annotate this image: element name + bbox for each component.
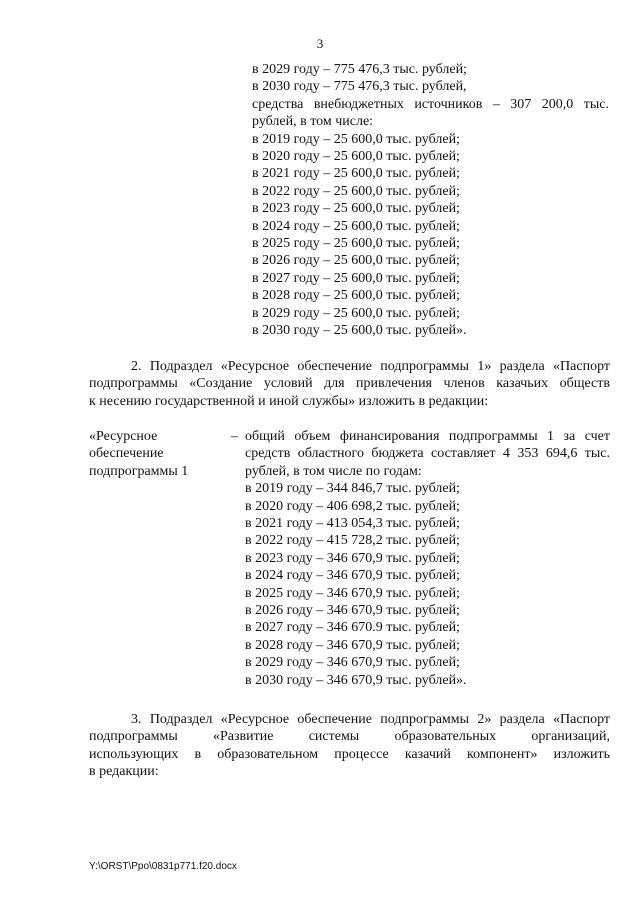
text-line: в 2019 году – 25 600,0 тыс. рублей; (252, 131, 460, 147)
text-line: общий объем финансирования подпрограммы 1 за счет (245, 429, 610, 444)
text-line: рублей, в том числе по годам: (245, 463, 422, 479)
text-line: в 2029 году – 25 600,0 тыс. рублей; (252, 305, 460, 321)
text-line: в 2023 году – 25 600,0 тыс. рублей; (252, 201, 460, 217)
text-line: в 2022 году – 25 600,0 тыс. рублей; (252, 183, 460, 199)
text-line: в 2022 году – 415 728,2 тыс. рублей; (245, 533, 460, 549)
text-line: в 2030 году – 346 670,9 тыс. рублей». (245, 672, 467, 688)
text-line: в 2026 году – 25 600,0 тыс. рублей; (252, 253, 460, 269)
section-label (89, 428, 188, 480)
text-line: в 2028 году – 346 670,9 тыс. рублей; (245, 637, 460, 653)
label-dash: – (231, 429, 238, 444)
text-line: использующих в образовательном процессе казачий компонент» изложить (89, 746, 610, 762)
text-line: к несению государственной и иной службы» изложить в редакции: (89, 393, 489, 409)
text-line: в 2028 году – 25 600,0 тыс. рублей; (252, 288, 460, 304)
text-line: в редакции: (89, 764, 159, 780)
text-line: в 2024 году – 25 600,0 тыс. рублей; (252, 218, 460, 234)
paragraph-2 (89, 358, 610, 410)
text-line: средства внебюджетных источников – 307 200,0 тыс. (252, 96, 609, 112)
text-line: в 2030 году – 25 600,0 тыс. рублей». (252, 323, 467, 339)
funding-list-subprogram-1 (245, 428, 610, 689)
paragraph-3 (89, 711, 610, 781)
text-line: в 2024 году – 346 670,9 тыс. рублей; (245, 568, 460, 584)
text-line: в 2029 году – 346 670,9 тыс. рублей; (245, 655, 460, 671)
text-line: в 2025 году – 346 670,9 тыс. рублей; (245, 585, 460, 601)
text-line: в 2027 году – 346 670.9 тыс. рублей; (245, 620, 460, 636)
text-line: в 2019 году – 344 846,7 тыс. рублей; (245, 481, 460, 497)
text-line: в 2029 году – 775 476,3 тыс. рублей; (252, 62, 467, 77)
file-path-footer: Y:\ORST\Ppo\0831p771.f20.docx (89, 861, 237, 872)
text-line: подпрограммы «Создание условий для привлечения членов казачьих обществ (89, 376, 610, 392)
text-line: в 2020 году – 406 698,2 тыс. рублей; (245, 498, 460, 514)
text-line: в 2020 году – 25 600,0 тыс. рублей; (252, 149, 460, 165)
page-number: 3 (316, 36, 324, 51)
text-line: в 2027 году – 25 600,0 тыс. рублей; (252, 270, 460, 286)
text-line: в 2021 году – 413 054,3 тыс. рублей; (245, 516, 460, 532)
text-line: средств областного бюджета составляет 4 353 694,6 тыс. (245, 446, 610, 462)
label-line: подпрограммы 1 (89, 463, 189, 479)
text-line: 3. Подраздел «Ресурсное обеспечение подпрограммы 2» раздела «Паспорт (131, 712, 610, 727)
funding-list-continued (252, 61, 609, 340)
text-line: в 2023 году – 346 670,9 тыс. рублей; (245, 550, 460, 566)
text-line: в 2030 году – 775 476,3 тыс. рублей, (252, 79, 467, 95)
text-line: в 2021 году – 25 600,0 тыс. рублей; (252, 166, 460, 182)
label-line: «Ресурсное (89, 429, 158, 444)
text-line: в 2025 году – 25 600,0 тыс. рублей; (252, 236, 460, 252)
text-line: в 2026 году – 346 670,9 тыс. рублей; (245, 603, 460, 619)
text-line: 2. Подраздел «Ресурсное обеспечение подпрограммы 1» раздела «Паспорт (131, 359, 610, 374)
label-line: обеспечение (89, 446, 164, 462)
text-line: рублей, в том числе: (252, 114, 374, 130)
text-line: подпрограммы «Развитие системы образовательных организаций, (89, 729, 610, 745)
